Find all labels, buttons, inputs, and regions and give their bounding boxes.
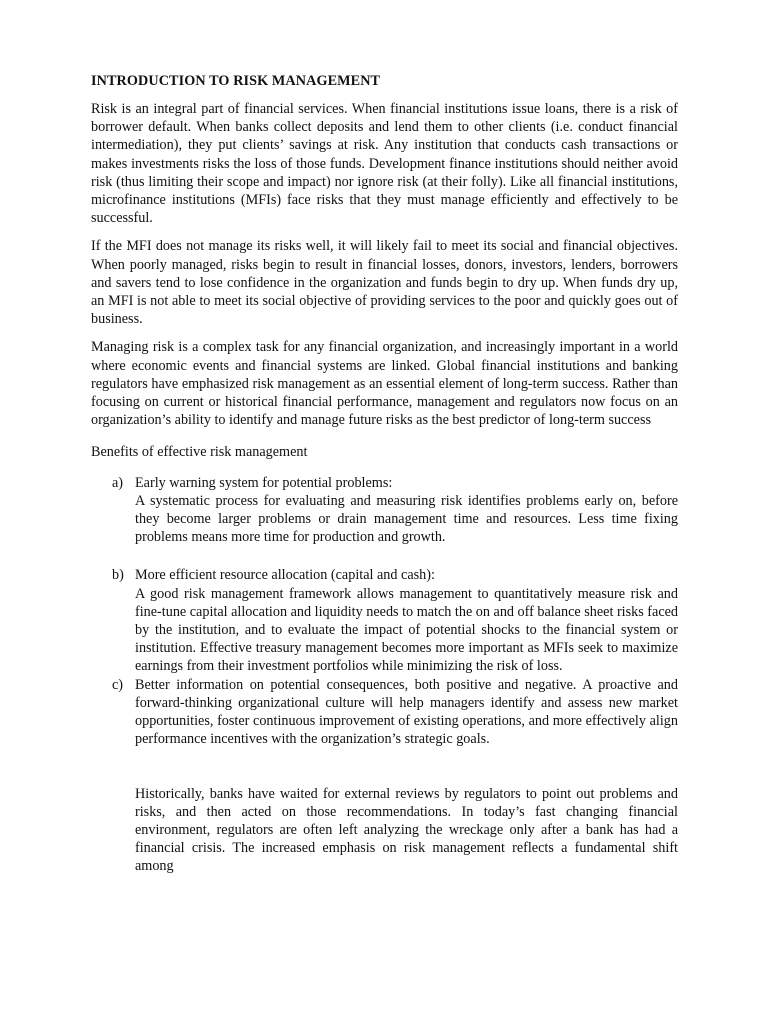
intro-paragraph-1: Risk is an integral part of financial services. When financial institutions issue loans, there is a risk of borrower default. When banks collect deposits and lend them to other clients (i.e. conduct financial intermediation), they put clients’ savings at risk. Any institution that conducts cash transactions or makes investments risks the loss of those funds. Development finance institutions should neither avoid risk (thus limiting their scope and impact) nor ignore risk (at their folly). Like all financial institutions, microfinance institutions (MFIs) face risks that they must manage efficiently and effectively to be successful. <box>91 101 678 227</box>
document-page <box>91 72 678 876</box>
benefit-item-c <box>91 676 678 749</box>
list-marker: b) <box>112 567 124 584</box>
benefits-heading: Benefits of effective risk management <box>91 444 308 461</box>
list-marker: a) <box>112 474 124 491</box>
benefit-item-a <box>91 474 678 547</box>
benefits-list <box>91 474 678 749</box>
list-marker: c) <box>112 676 124 693</box>
intro-paragraph-3: Managing risk is a complex task for any financial organization, and increasingly important in a world where economic events and financial systems are linked. Global financial institutions and banking regulators have emphasized risk management as an essential element of long-term success. Rather than focusing on current or historical financial performance, management and regulators now focus on an organization’s ability to identify and manage future risks as the best predictor of long-term success <box>91 339 678 429</box>
benefit-heading: Better information on potential consequences, both positive and negative. A proactive and forward-thinking organizational culture will help managers identify and assess new market opportunities, foster continuous improvement of existing operations, and more effectively align performance incentives with the organization’s strategic goals. <box>135 676 678 748</box>
intro-paragraph-2: If the MFI does not manage its risks well, it will likely fail to meet its social and financial objectives. When poorly managed, risks begin to result in financial losses, donors, investors, lenders, borrowers and savers tend to lose confidence in the organization and funds begin to dry up. When funds dry up, an MFI is not able to meet its social objective of providing services to the poor and quickly goes out of business. <box>91 238 678 328</box>
benefit-item-b <box>91 566 678 675</box>
benefit-description: A good risk management framework allows management to quantitatively measure risk and fine-tune capital allocation and liquidity needs to match the on and off balance sheet risks faced by the institution, and to evaluate the impact of potential shocks to the financial system or institution. Effective treasury management becomes more important as MFIs seek to maximize earnings from their investment portfolios while minimizing the risk of loss. <box>135 585 679 675</box>
benefit-description: A systematic process for evaluating and measuring risk identifies problems early on, before they become larger problems or drain management time and resources. Less time fixing problems means more time for production and growth. <box>135 492 678 546</box>
closing-paragraph: Historically, banks have waited for external reviews by regulators to point out problems and risks, and then acted on those recommendations. In today’s fast changing financial environment, regulators are often left analyzing the wreckage only after a bank has had a financial crisis. The increased emphasis on risk management reflects a fundamental shift among <box>135 785 678 875</box>
benefit-heading: More efficient resource allocation (capital and cash): <box>135 567 435 584</box>
benefit-heading: Early warning system for potential problems: <box>135 474 393 491</box>
document-title: INTRODUCTION TO RISK MANAGEMENT <box>91 73 381 89</box>
